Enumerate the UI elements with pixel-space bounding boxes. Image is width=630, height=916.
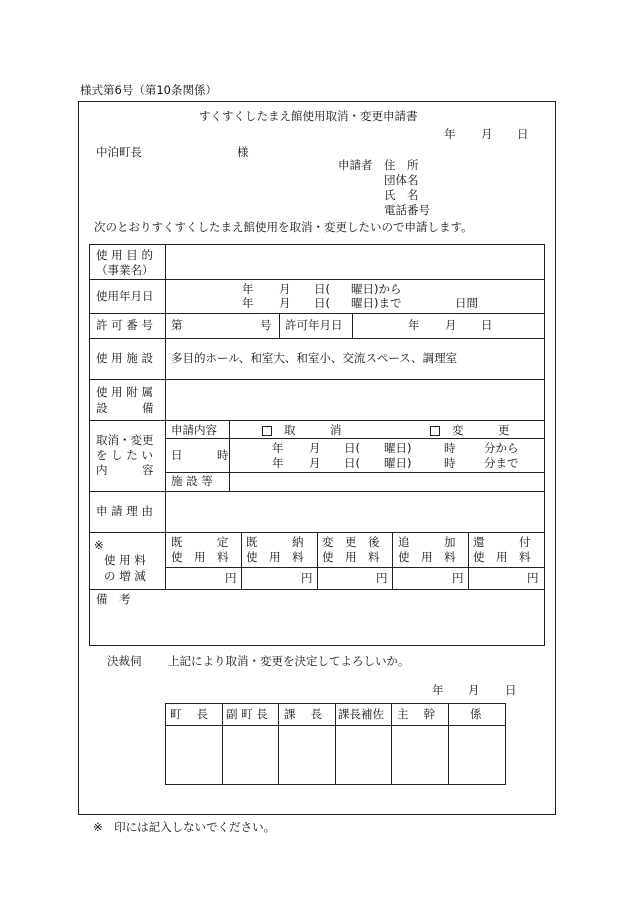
- dt-to-minute: 分まで: [484, 456, 519, 470]
- fee-col-5-bottom: 使 用 料: [473, 550, 531, 564]
- change-label-2: を し た い: [96, 448, 153, 462]
- period-days: 日間: [455, 296, 478, 310]
- dt-from-weekday: 曜日): [384, 441, 412, 455]
- approval-header-deputy-mayor: 副 町 長: [226, 707, 268, 721]
- change-checkbox[interactable]: [430, 426, 440, 436]
- applicant-label: 申請者: [338, 158, 373, 172]
- fee-label-1: 使 用 料: [104, 553, 146, 567]
- period-label: 使用年月日: [96, 289, 154, 303]
- approval-header-manager: 主 幹: [397, 707, 436, 721]
- fee-col-4-top: 追 加: [398, 535, 456, 549]
- stamp-cell-section-chief[interactable]: [279, 726, 335, 784]
- permit-year: 年: [408, 318, 420, 332]
- footnote: ※ 印には記入しないでください。: [93, 820, 276, 834]
- dt-to-month: 月: [309, 456, 321, 470]
- permit-label: 許 可 番 号: [96, 318, 153, 332]
- applicant-group-label: 団体名: [384, 173, 419, 187]
- stamp-cell-manager[interactable]: [392, 726, 448, 784]
- attached-sublabel: 設 備: [96, 401, 154, 415]
- attached-field[interactable]: [166, 380, 544, 420]
- fee-col-5-top: 還 付: [473, 535, 531, 549]
- change-label-3: 内 容: [96, 463, 154, 477]
- period-from-year: 年: [242, 282, 254, 296]
- permit-month: 月: [445, 318, 457, 332]
- permit-dai: 第: [171, 318, 183, 332]
- applicant-address-label: 住 所: [384, 158, 419, 172]
- dt-to-day: 日(: [344, 456, 360, 470]
- dt-from-day: 日(: [344, 441, 360, 455]
- form-number: 様式第6号（第10条関係）: [80, 83, 217, 97]
- dt-to-hour: 時: [444, 456, 456, 470]
- change-facility-label: 施 設 等: [171, 474, 213, 488]
- fee-mark: ※: [94, 538, 104, 552]
- fee-col-2-bottom: 使 用 料: [246, 550, 304, 564]
- stamp-cell-mayor[interactable]: [166, 726, 222, 784]
- period-to-year: 年: [242, 296, 254, 310]
- period-to-weekday: 曜日)まで: [351, 296, 402, 310]
- change-label-1: 取消・変更: [96, 433, 154, 447]
- approval-header-assistant-chief: 課長補佐: [338, 707, 384, 721]
- change-content-label: 申請内容: [171, 423, 217, 437]
- approval-day: 日: [505, 683, 517, 697]
- fee-unit-2: 円: [301, 571, 313, 585]
- fee-col-3-top: 変 更 後: [322, 535, 380, 549]
- fee-unit-5: 円: [527, 571, 539, 585]
- fee-unit-1: 円: [225, 571, 237, 585]
- stamp-cell-assistant-chief[interactable]: [336, 726, 391, 784]
- dt-to-year: 年: [272, 456, 284, 470]
- datetime-label: 日 時: [171, 448, 229, 462]
- remarks-label: 備 考: [96, 592, 131, 606]
- applicant-phone-label: 電話番号: [384, 203, 430, 217]
- permit-day: 日: [481, 318, 493, 332]
- approval-label: 決裁伺: [107, 654, 142, 668]
- dt-from-month: 月: [309, 441, 321, 455]
- facility-options: 多目的ホール、和室大、和室小、交流スペース、調理室: [171, 351, 458, 365]
- fee-col-3-bottom: 使 用 料: [322, 550, 380, 564]
- header-year: 年: [444, 127, 456, 141]
- purpose-label: 使 用 目 的: [96, 248, 153, 262]
- remarks-field[interactable]: [90, 610, 544, 645]
- approval-header-mayor: 町 長: [170, 707, 209, 721]
- approval-header-staff: 係: [470, 707, 482, 721]
- approval-text: 上記により取消・変更を決定してよろしいか。: [168, 654, 410, 668]
- change-facility-field[interactable]: [230, 473, 544, 491]
- addressee-honorific: 様: [237, 145, 249, 159]
- fee-col-1-top: 既 定: [171, 535, 229, 549]
- dt-to-weekday: 曜日): [384, 456, 412, 470]
- fee-col-1-bottom: 使 用 料: [171, 550, 229, 564]
- approval-header-section-chief: 課 長: [284, 707, 323, 721]
- stamp-cell-deputy-mayor[interactable]: [223, 726, 278, 784]
- permit-go: 号: [260, 318, 272, 332]
- stamp-cell-staff[interactable]: [449, 726, 505, 784]
- form-title: すくすくしたまえ館使用取消・変更申請書: [199, 109, 418, 123]
- purpose-field[interactable]: [166, 245, 544, 279]
- facility-label: 使 用 施 設: [96, 351, 153, 365]
- intro-text: 次のとおりすくすくしたまえ館使用を取消・変更したいので申請します。: [94, 220, 473, 234]
- purpose-sublabel: （事業名）: [96, 263, 154, 277]
- dt-from-year: 年: [272, 441, 284, 455]
- approval-year: 年: [432, 683, 444, 697]
- fee-unit-4: 円: [452, 571, 464, 585]
- period-from-month: 月: [279, 282, 291, 296]
- dt-from-minute: 分から: [484, 441, 519, 455]
- reason-field[interactable]: [166, 492, 544, 532]
- cancel-option-label: 取 消: [284, 423, 342, 437]
- reason-label: 申 請 理 由: [96, 504, 153, 518]
- approval-month: 月: [468, 683, 480, 697]
- period-to-month: 月: [279, 296, 291, 310]
- fee-unit-3: 円: [376, 571, 388, 585]
- fee-col-4-bottom: 使 用 料: [398, 550, 456, 564]
- dt-from-hour: 時: [444, 441, 456, 455]
- permit-date-label: 許可年月日: [285, 318, 343, 332]
- cancel-checkbox[interactable]: [262, 426, 272, 436]
- fee-label-2: の 増 減: [104, 569, 146, 583]
- fee-col-2-top: 既 納: [246, 535, 304, 549]
- attached-label: 使 用 附 属: [96, 385, 153, 399]
- header-day: 日: [517, 127, 529, 141]
- header-month: 月: [481, 127, 493, 141]
- addressee-name: 中泊町長: [96, 145, 142, 159]
- period-from-day: 日(: [314, 282, 330, 296]
- change-option-label: 変 更: [452, 423, 510, 437]
- applicant-name-label: 氏 名: [384, 188, 419, 202]
- period-from-weekday: 曜日)から: [351, 282, 402, 296]
- period-to-day: 日(: [314, 296, 330, 310]
